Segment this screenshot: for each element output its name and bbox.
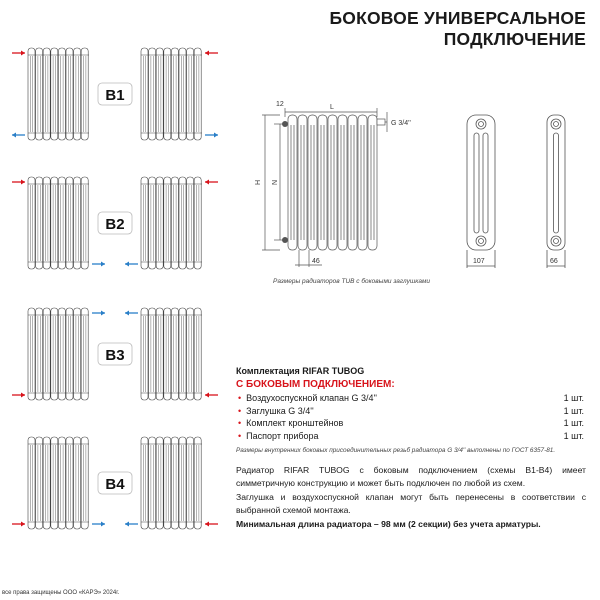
dimension-drawing <box>250 95 600 280</box>
radiator-right <box>141 177 202 269</box>
radiator-right <box>141 437 202 529</box>
scheme-label: B4 <box>105 476 125 493</box>
return-arrow-icon <box>205 133 218 138</box>
kit-note: Размеры внутренних боковых присоединительных резьб радиатора G 3/4'' выполнены по ГОСТ 6357-81. <box>236 447 556 454</box>
kit-section <box>236 366 584 454</box>
kit-list <box>236 392 584 442</box>
dim-axis: N <box>272 179 279 185</box>
plug-icon <box>282 237 288 243</box>
return-arrow-icon <box>92 262 105 267</box>
bullet-icon: • <box>238 418 242 429</box>
dim-pitch: 46 <box>312 258 320 265</box>
scheme-badge <box>98 212 132 234</box>
kit-item <box>236 392 584 405</box>
connection-schemes <box>0 0 240 560</box>
supply-arrow-icon <box>12 522 25 527</box>
kit-item-qty: 1 шт. <box>563 405 584 416</box>
side-view-2col <box>547 115 565 268</box>
scheme-label: B1 <box>105 87 125 104</box>
dim-depth-2col: 66 <box>550 258 558 265</box>
supply-arrow-icon <box>12 180 25 185</box>
scheme-label: B3 <box>105 347 125 364</box>
side-view-3col <box>467 115 495 268</box>
description <box>236 464 586 531</box>
radiator-sections <box>288 115 385 250</box>
scheme-b4 <box>12 437 218 529</box>
kit-item <box>236 430 584 443</box>
radiator-left <box>28 48 89 140</box>
kit-subheading: С БОКОВЫМ ПОДКЛЮЧЕНИЕМ: <box>236 379 395 390</box>
supply-arrow-icon <box>12 393 25 398</box>
supply-arrow-icon <box>12 51 25 56</box>
return-arrow-icon <box>125 522 138 527</box>
kit-item <box>236 417 584 430</box>
radiator-right <box>141 48 202 140</box>
supply-arrow-icon <box>205 51 218 56</box>
dim-length: L <box>330 104 334 111</box>
radiator-left <box>28 437 89 529</box>
description-p1: Радиатор RIFAR TUBOG с боковым подключением (схемы B1-B4) имеет симметричную конструкцию и может быть подключен по любой из схем. <box>236 465 586 489</box>
dimensions-caption: Размеры радиаторов TUB с боковыми заглушками <box>273 278 431 285</box>
bullet-icon: • <box>238 430 242 441</box>
return-arrow-icon <box>92 522 105 527</box>
kit-item-name: Заглушка G 3/4'' <box>246 405 314 416</box>
radiator-left <box>28 177 89 269</box>
dim-depth-3col: 107 <box>473 258 485 265</box>
kit-item-qty: 1 шт. <box>563 418 584 429</box>
return-arrow-icon <box>125 262 138 267</box>
dim-thread: G 3/4'' <box>391 120 411 127</box>
supply-arrow-icon <box>205 393 218 398</box>
scheme-b1 <box>12 48 218 140</box>
supply-arrow-icon <box>205 522 218 527</box>
scheme-b3 <box>12 308 218 400</box>
kit-item <box>236 405 584 418</box>
kit-heading: Комплектация RIFAR TUBOG <box>236 366 365 376</box>
bullet-icon: • <box>238 405 242 416</box>
scheme-badge <box>98 83 132 105</box>
dim-height: H <box>255 179 262 185</box>
return-arrow-icon <box>12 133 25 138</box>
kit-item-name: Воздухоспускной клапан G 3/4'' <box>246 393 377 404</box>
copyright: все права защищены ООО «КАРЭ» 2024г. <box>2 590 120 596</box>
kit-item-name: Комплект кронштейнов <box>246 418 344 429</box>
radiator-left <box>28 308 89 400</box>
kit-item-qty: 1 шт. <box>563 430 584 441</box>
description-p3: Минимальная длина радиатора – 98 мм (2 секции) без учета арматуры. <box>236 518 541 529</box>
scheme-badge <box>98 343 132 365</box>
bullet-icon: • <box>238 393 242 404</box>
radiator-right <box>141 308 202 400</box>
scheme-badge <box>98 472 132 494</box>
kit-item-name: Паспорт прибора <box>246 430 319 441</box>
scheme-label: B2 <box>105 216 125 233</box>
scheme-b2 <box>12 177 218 269</box>
page-title: БОКОВОЕ УНИВЕРСАЛЬНОЕ ПОДКЛЮЧЕНИЕ <box>329 8 586 49</box>
air-vent-icon <box>282 121 288 127</box>
description-p2: Заглушка и воздухоспускной клапан могут быть перенесены в соответствии с выбранной схемой монтажа. <box>236 491 586 516</box>
kit-item-qty: 1 шт. <box>563 393 584 404</box>
return-arrow-icon <box>125 311 138 316</box>
dim-offset: 12 <box>276 101 284 108</box>
supply-arrow-icon <box>205 180 218 185</box>
return-arrow-icon <box>92 311 105 316</box>
